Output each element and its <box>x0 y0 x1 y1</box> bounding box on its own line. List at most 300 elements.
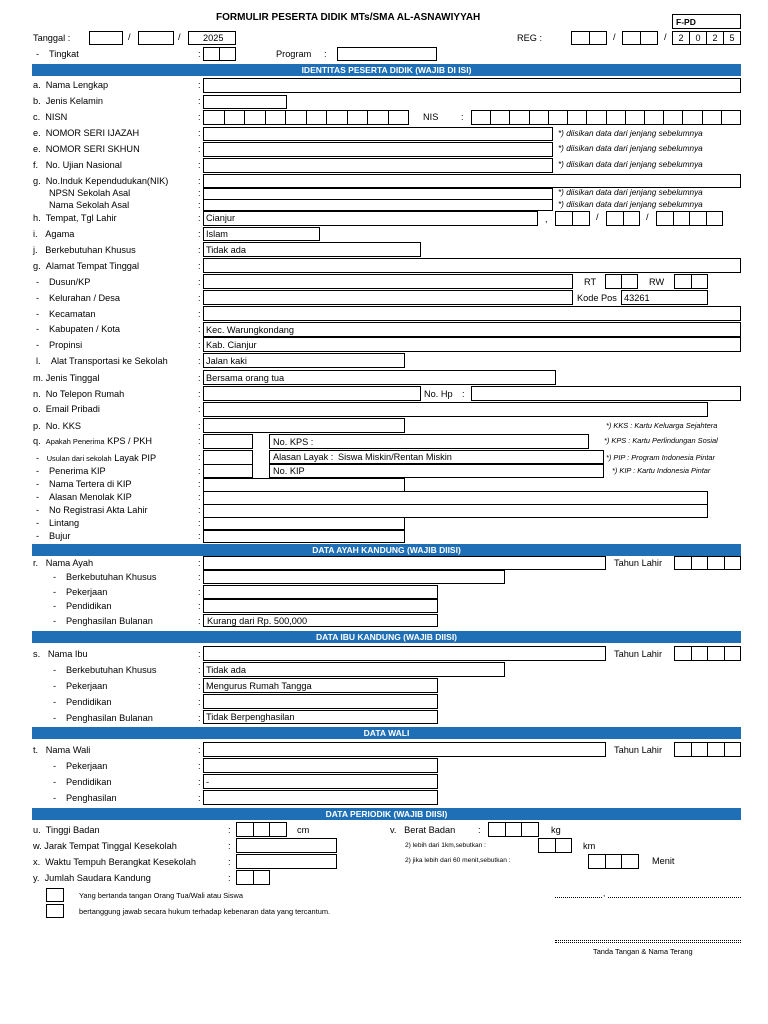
tanggal-month-input[interactable] <box>138 31 174 45</box>
kps-label <box>33 437 152 446</box>
digit-cell <box>606 855 623 868</box>
digit-cell <box>254 871 270 884</box>
label-part: Nama Wali <box>45 745 91 755</box>
digit-cell <box>626 111 645 124</box>
ujian-input[interactable] <box>203 158 553 173</box>
digit-cell: 5 <box>729 32 735 43</box>
form-title: FORMULIR PESERTA DIDIK MTs/SMA AL-ASNAWIYYAH <box>216 12 481 23</box>
digit-cell <box>703 111 722 124</box>
digit-cell <box>624 212 640 225</box>
tinggi-input[interactable] <box>236 822 287 837</box>
label-part: Berat Badan <box>404 825 456 835</box>
tgl-lahir-day[interactable] <box>555 211 590 226</box>
colon: : <box>198 213 201 223</box>
jarak-input[interactable] <box>236 838 337 853</box>
dusun-label: Dusun/KP <box>49 277 91 287</box>
npsn-label: NPSN Sekolah Asal <box>49 188 131 198</box>
checkbox-siswa[interactable] <box>46 904 64 918</box>
colon: : <box>228 857 231 867</box>
note-jenjang: *) diisikan data dari jenjang sebelumnya <box>558 188 703 197</box>
hp-label: No. Hp <box>424 389 453 399</box>
checkbox-orang-tua[interactable] <box>46 888 64 902</box>
note-jenjang: *) diisikan data dari jenjang sebelumnya <box>558 144 703 153</box>
footer-line-1: Yang bertanda tangan Orang Tua/Wali atau Siswa <box>79 891 243 900</box>
akta-input[interactable] <box>203 504 708 518</box>
digit-cell <box>692 557 709 569</box>
ibu-penghasilan-value: Tidak Berpenghasilan <box>206 712 295 722</box>
label-part: q. <box>33 436 46 446</box>
digit-cell <box>725 647 741 660</box>
reg-month-input[interactable] <box>622 31 658 45</box>
reg-label: REG : <box>517 33 543 43</box>
nama-lengkap-input[interactable] <box>203 78 741 93</box>
tanggal-day-input[interactable] <box>89 31 123 45</box>
colon: : <box>198 649 201 659</box>
dash: - <box>53 697 57 707</box>
kelurahan-input[interactable] <box>203 290 573 305</box>
colon: : <box>198 697 201 707</box>
note-kps: *) KPS : Kartu Perlindungan Sosial <box>604 436 718 445</box>
km-unit: km <box>583 841 596 851</box>
kip-input[interactable] <box>203 464 253 478</box>
place-line[interactable] <box>555 897 602 898</box>
label-part: w. <box>33 841 45 851</box>
tingkat-colon: : <box>198 49 201 59</box>
tgl-lahir-year[interactable] <box>656 211 723 226</box>
colon: : <box>198 229 201 239</box>
agama-value: Islam <box>206 229 228 239</box>
colon: : <box>198 761 201 771</box>
colon: : <box>198 96 201 106</box>
reg-slash-1: / <box>613 32 616 42</box>
digit-cell <box>204 48 220 60</box>
sekolah-asal-input[interactable] <box>203 199 553 211</box>
colon: : <box>198 558 201 568</box>
digit-cell <box>606 275 622 288</box>
colon: : <box>198 340 201 350</box>
nama-ibu-input[interactable] <box>203 646 606 661</box>
berkebutuhan-value: Tidak ada <box>206 245 247 255</box>
dash: - <box>53 793 57 803</box>
digit-cell <box>683 111 702 124</box>
rt-input[interactable] <box>605 274 638 289</box>
ayah-berkebutuhan-label: Berkebutuhan Khusus <box>66 572 157 582</box>
label-part: j. <box>33 245 46 255</box>
label-part: e. <box>33 144 46 154</box>
digit-cell <box>270 823 286 836</box>
nik-input[interactable] <box>203 174 741 188</box>
colon: : <box>198 572 201 582</box>
dash: - <box>36 518 40 528</box>
transportasi-input[interactable] <box>203 353 405 368</box>
colon: : <box>228 873 231 883</box>
digit-cell <box>254 823 271 836</box>
jarak-label <box>33 842 177 851</box>
colon: : <box>198 245 201 255</box>
label-part: Waktu Tempuh Berangkat Kesekolah <box>45 857 196 867</box>
colon: : <box>198 466 201 476</box>
colon: : <box>198 176 201 186</box>
propinsi-input[interactable] <box>203 337 741 352</box>
dash: - <box>53 665 57 675</box>
digit-cell <box>675 275 692 288</box>
label-part: v. <box>390 825 405 835</box>
nama-kip-label: Nama Tertera di KIP <box>49 479 132 489</box>
label-part: Agama <box>45 229 75 239</box>
section-ibu: DATA IBU KANDUNG (WAJIB DIISI) <box>32 631 741 643</box>
label-part: Email Pribadi <box>45 404 100 414</box>
label-part: h. <box>33 213 46 223</box>
nis-input[interactable] <box>471 110 741 125</box>
nama-ayah-input[interactable] <box>203 556 606 570</box>
digit-cell <box>692 743 709 756</box>
ibu-penghasilan-label: Penghasilan Bulanan <box>66 713 153 723</box>
saudara-input[interactable] <box>236 870 270 885</box>
digit-cell <box>657 212 674 225</box>
colon: : <box>198 356 201 366</box>
berkebutuhan-input[interactable] <box>203 242 421 257</box>
digit-cell <box>692 275 708 288</box>
kps-no-label: No. KPS : <box>273 437 314 447</box>
berat-input[interactable] <box>488 822 539 837</box>
reg-day-input[interactable] <box>571 31 607 45</box>
colon: : <box>198 160 201 170</box>
transportasi-label <box>36 357 168 366</box>
alamat-label <box>33 262 139 271</box>
tempat-lahir-label <box>33 214 117 223</box>
colon: : <box>198 144 201 154</box>
kip-no-label: No. KIP <box>273 466 305 476</box>
jenis-kelamin-input[interactable] <box>203 95 287 109</box>
label-part: Jenis Tinggal <box>45 373 100 383</box>
digit-cell <box>327 111 348 124</box>
label-part: Tinggi Badan <box>45 825 100 835</box>
digit-cell <box>245 111 266 124</box>
kg-unit: kg <box>551 825 561 835</box>
label-part: No. KKS <box>45 421 82 431</box>
kps-no-input[interactable] <box>269 434 589 449</box>
hp-input[interactable] <box>471 386 741 401</box>
dash: - <box>36 466 40 476</box>
digit-cell <box>389 111 409 124</box>
label-part: Alamat Tempat Tinggal <box>45 261 140 271</box>
email-label <box>33 405 100 414</box>
colon: : <box>198 505 201 515</box>
ayah-pendidikan-input[interactable] <box>203 599 438 613</box>
digit-cell <box>722 111 740 124</box>
colon: : <box>198 389 201 399</box>
wali-pendidikan-label: Pendidikan <box>66 777 112 787</box>
nama-lengkap-label <box>33 81 108 90</box>
akta-label: No Registrasi Akta Lahir <box>49 505 148 515</box>
label-part: p. <box>33 421 46 431</box>
signature-line[interactable] <box>555 940 741 941</box>
colon: : <box>198 587 201 597</box>
nama-wali-input[interactable] <box>203 742 606 757</box>
colon: : <box>228 841 231 851</box>
ibu-tahun-input[interactable] <box>674 646 741 661</box>
ijazah-label <box>33 129 139 138</box>
waktu-note: 2) jika lebih dari 60 menit,sebutkan : <box>405 857 511 864</box>
digit-cell <box>707 212 723 225</box>
colon: : <box>198 200 201 210</box>
transportasi-value: Jalan kaki <box>206 356 247 366</box>
digit-cell <box>368 111 389 124</box>
alasan-layak-value: Siswa Miskin/Rentan Miskin <box>338 452 452 462</box>
ayah-penghasilan-input[interactable] <box>203 614 438 627</box>
wali-tahun-input[interactable] <box>674 742 741 757</box>
digit-cell <box>204 111 225 124</box>
ibu-tahun-label: Tahun Lahir <box>614 649 663 659</box>
digit-cell <box>725 743 741 756</box>
waktu-menit-input[interactable] <box>588 854 639 869</box>
kip-label: Penerima KIP <box>49 466 106 476</box>
alasan-kip-label: Alasan Menolak KIP <box>49 492 132 502</box>
colon: : <box>198 421 201 431</box>
kabupaten-input[interactable] <box>203 322 741 337</box>
digit-cell <box>622 855 638 868</box>
waktu-input[interactable] <box>236 854 337 869</box>
ibu-penghasilan-input[interactable] <box>203 710 438 724</box>
digit-cell <box>589 855 606 868</box>
section-wali: DATA WALI <box>32 727 741 739</box>
ibu-berkebutuhan-label: Berkebutuhan Khusus <box>66 665 157 675</box>
date-line[interactable] <box>608 897 741 898</box>
form-code: F-PD <box>676 17 696 27</box>
wali-pendidikan-input[interactable] <box>203 774 438 789</box>
label-part: Nama Ibu <box>47 649 88 659</box>
tempat-lahir-input[interactable] <box>203 211 538 226</box>
ibu-pekerjaan-input[interactable] <box>203 678 438 693</box>
note-jenjang: *) diisikan data dari jenjang sebelumnya <box>558 160 703 169</box>
ayah-tahun-label: Tahun Lahir <box>614 558 663 568</box>
label-part: g. <box>33 176 46 186</box>
slash: / <box>596 212 599 222</box>
slash: / <box>646 212 649 222</box>
kecamatan-input[interactable] <box>203 306 741 321</box>
kode-pos-input[interactable] <box>621 290 708 305</box>
colon: : <box>478 825 481 835</box>
kabupaten-label: Kabupaten / Kota <box>49 324 121 334</box>
alasan-layak-label: Alasan Layak : <box>273 452 334 462</box>
digit-cell <box>708 647 725 660</box>
bujur-input[interactable] <box>203 530 405 543</box>
dash: - <box>53 777 57 787</box>
waktu-label <box>33 858 196 867</box>
kabupaten-value: Kec. Warungkondang <box>206 325 295 335</box>
digit-cell <box>587 111 606 124</box>
label-part: Usulan dari sekolah <box>46 454 112 463</box>
ibu-pendidikan-input[interactable] <box>203 694 438 709</box>
agama-label <box>33 230 74 239</box>
colon: : <box>198 188 201 198</box>
digit-cell <box>725 557 741 569</box>
colon: : <box>228 825 231 835</box>
dash: - <box>53 681 57 691</box>
rw-input[interactable] <box>674 274 708 289</box>
kps-input[interactable] <box>203 434 253 449</box>
program-label: Program <box>276 49 312 59</box>
program-input[interactable] <box>337 47 437 61</box>
colon: : <box>198 777 201 787</box>
tanggal-year-input[interactable] <box>188 31 236 45</box>
skhun-input[interactable] <box>203 142 553 157</box>
nama-kip-input[interactable] <box>203 478 405 492</box>
lintang-label: Lintang <box>49 518 80 528</box>
cm-unit: cm <box>297 825 310 835</box>
label-part: Berkebutuhan Khusus <box>45 245 136 255</box>
tanggal-label: Tanggal : <box>33 33 71 43</box>
digit-cell: 0 <box>690 32 707 44</box>
digit-cell <box>225 111 246 124</box>
nis-label: NIS <box>423 112 439 122</box>
label-part: NOMOR SERI SKHUN <box>45 144 140 154</box>
colon: : <box>198 713 201 723</box>
digit-cell <box>675 743 692 756</box>
kode-pos-label: Kode Pos <box>577 293 617 303</box>
nisn-input[interactable] <box>203 110 409 125</box>
alasan-kip-input[interactable] <box>203 491 708 505</box>
colon: : <box>198 404 201 414</box>
pip-input[interactable] <box>203 450 253 465</box>
dash: - <box>36 340 40 350</box>
lintang-input[interactable] <box>203 517 405 530</box>
wali-pendidikan-value: - <box>206 777 210 787</box>
colon: : <box>198 793 201 803</box>
digit-cell <box>690 212 707 225</box>
tingkat-input[interactable] <box>203 47 236 61</box>
ayah-tahun-input[interactable] <box>674 556 741 570</box>
label-part: i. <box>33 229 46 239</box>
digit-cell <box>645 111 664 124</box>
berat-label <box>390 826 455 835</box>
colon: : <box>198 293 201 303</box>
propinsi-label: Propinsi <box>49 340 83 350</box>
digit-cell <box>641 32 658 44</box>
tempat-lahir-value: Cianjur <box>206 213 236 223</box>
jenis-kelamin-label <box>33 97 103 106</box>
section-ayah: DATA AYAH KANDUNG (WAJIB DIISI) <box>32 544 741 556</box>
wali-pekerjaan-input[interactable] <box>203 758 438 773</box>
tingkat-label: Tingkat <box>49 49 79 59</box>
digit-cell <box>556 839 572 852</box>
colon: : <box>198 80 201 90</box>
kip-no-input[interactable] <box>269 464 604 478</box>
tanggal-slash-2: / <box>178 32 181 42</box>
place-date-separator: , <box>603 889 606 898</box>
ijazah-input[interactable] <box>203 127 553 141</box>
ayah-penghasilan-label: Penghasilan Bulanan <box>66 616 153 626</box>
dash: - <box>53 761 57 771</box>
ibu-berkebutuhan-input[interactable] <box>203 662 505 677</box>
dusun-input[interactable] <box>203 274 573 289</box>
label-part: g. <box>33 261 46 271</box>
menit-unit: Menit <box>652 856 675 866</box>
dash: - <box>36 505 40 515</box>
colon: : <box>198 128 201 138</box>
saudara-label <box>33 874 151 883</box>
telepon-input[interactable] <box>203 386 421 401</box>
digit-cell <box>568 111 587 124</box>
colon: : <box>198 452 201 462</box>
digit-cell <box>506 823 523 836</box>
dash: - <box>53 572 57 582</box>
tinggal-value: Bersama orang tua <box>206 373 285 383</box>
reg-year-input[interactable] <box>672 31 741 45</box>
tgl-lahir-month[interactable] <box>606 211 640 226</box>
wali-penghasilan-input[interactable] <box>203 790 438 805</box>
alamat-input[interactable] <box>203 258 741 273</box>
colon: : <box>461 112 464 122</box>
digit-cell <box>237 871 254 884</box>
ayah-pendidikan-label: Pendidikan <box>66 601 112 611</box>
label-part: Nama Lengkap <box>45 80 109 90</box>
pip-label <box>36 454 156 463</box>
alasan-layak-input[interactable] <box>269 450 604 464</box>
digit-cell <box>590 32 607 44</box>
colon: : <box>198 479 201 489</box>
ayah-berkebutuhan-input[interactable] <box>203 570 505 584</box>
label-part: a. <box>33 80 46 90</box>
email-input[interactable] <box>203 402 708 417</box>
nama-wali-label <box>33 746 90 755</box>
colon: : <box>198 745 201 755</box>
digit-cell <box>664 111 683 124</box>
dash: - <box>53 616 57 626</box>
digit-cell <box>572 32 590 44</box>
digit-cell <box>607 111 626 124</box>
dash: - <box>36 531 40 541</box>
label-part: Jumlah Saudara Kandung <box>44 873 151 883</box>
digit-cell <box>472 111 491 124</box>
label-part: Layak PIP <box>114 453 157 463</box>
signature-label: Tanda Tangan & Nama Terang <box>593 947 693 956</box>
nisn-label <box>33 113 67 122</box>
ujian-label <box>33 161 122 170</box>
colon: : <box>198 681 201 691</box>
ayah-penghasilan-value: Kurang dari Rp. 500,000 <box>207 616 308 626</box>
tinggal-input[interactable] <box>203 370 556 385</box>
jarak-km-input[interactable] <box>538 838 572 853</box>
label-part: Nama Ayah <box>45 558 94 568</box>
digit-cell <box>549 111 568 124</box>
ibu-pendidikan-label: Pendidikan <box>66 697 112 707</box>
wali-pekerjaan-label: Pekerjaan <box>66 761 108 771</box>
dash: - <box>53 587 57 597</box>
label-part: Apakah Penerima <box>45 437 105 446</box>
label-part: Jenis Kelamin <box>45 96 103 106</box>
kks-input[interactable] <box>203 418 405 433</box>
rt-label: RT <box>584 277 597 287</box>
jarak-note: 2) lebih dari 1km,sebutkan : <box>405 842 486 849</box>
rw-label: RW <box>649 277 665 287</box>
note-jenjang: *) diisikan data dari jenjang sebelumnya <box>558 200 703 209</box>
label-part: o. <box>33 404 46 414</box>
section-periodik: DATA PERIODIK (WAJIB DIISI) <box>32 808 741 820</box>
agama-input[interactable] <box>203 227 320 241</box>
colon: : <box>198 436 201 446</box>
tanggal-slash-1: / <box>128 32 131 42</box>
signature-line-2 <box>555 942 741 943</box>
section-identitas: IDENTITAS PESERTA DIDIK (WAJIB DI ISI) <box>32 64 741 76</box>
colon: : <box>198 309 201 319</box>
colon: : <box>198 518 201 528</box>
colon: : <box>198 492 201 502</box>
ayah-pekerjaan-input[interactable] <box>203 585 438 599</box>
digit-cell: 2 <box>707 32 724 44</box>
form-code-box <box>672 14 741 29</box>
digit-cell <box>522 823 538 836</box>
